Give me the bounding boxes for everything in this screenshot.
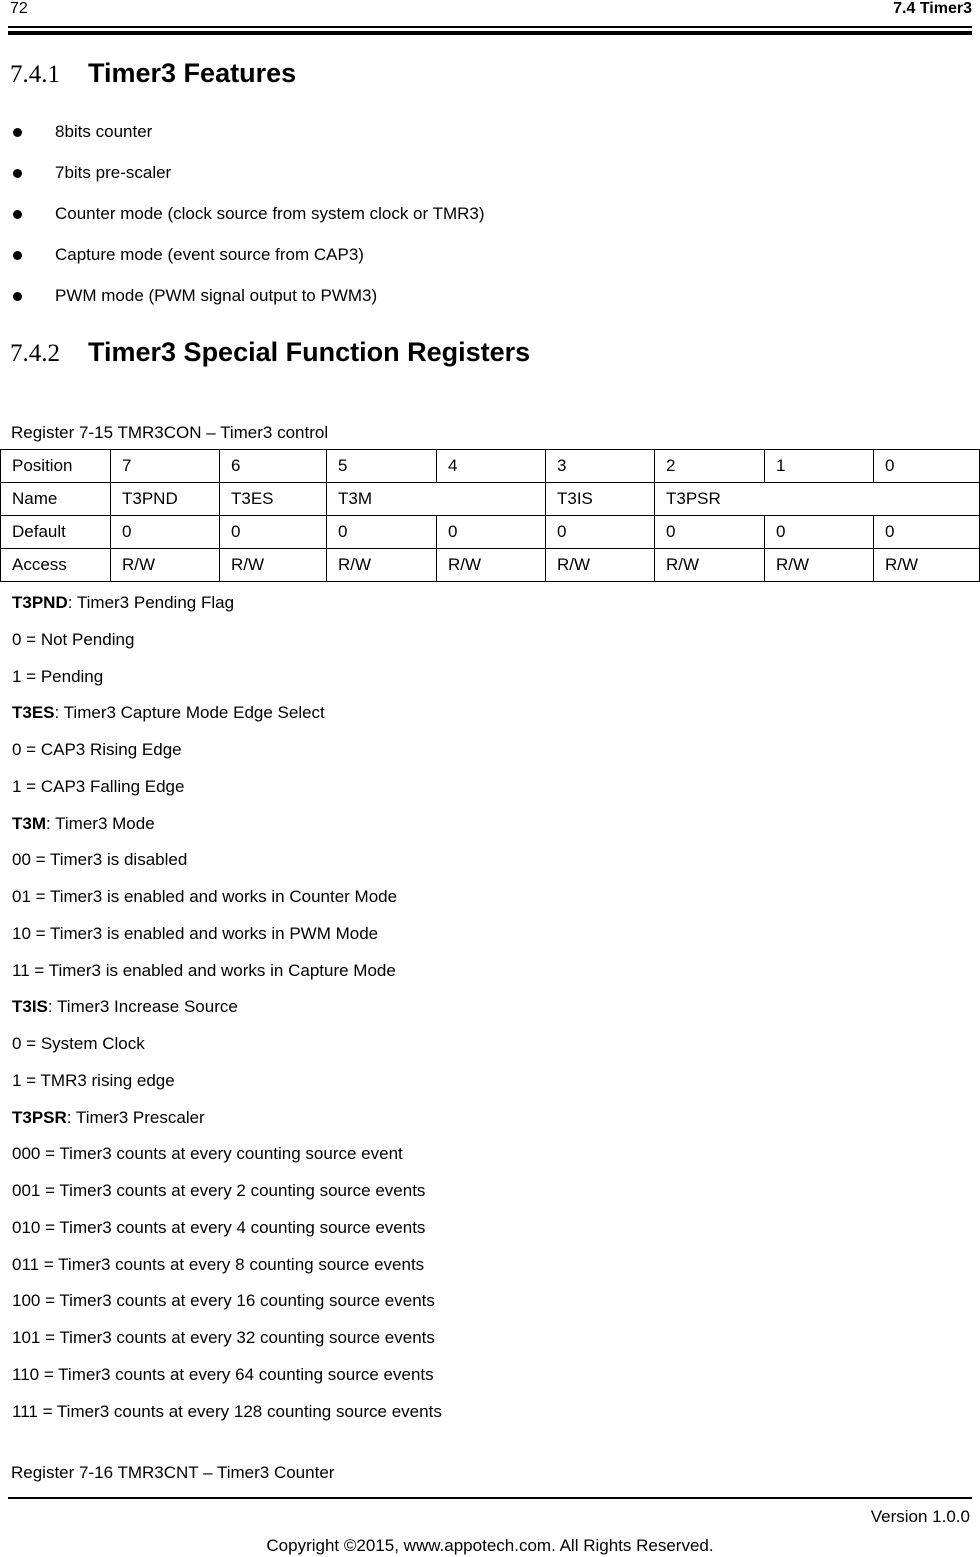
header-section-title: 7.4 Timer3 — [893, 0, 972, 17]
table-cell: T3IS — [546, 483, 655, 516]
table-cell: T3ES — [220, 483, 327, 516]
table-cell: R/W — [220, 549, 327, 582]
table-cell: 1 — [765, 450, 874, 483]
table-cell: R/W — [765, 549, 874, 582]
list-item: 7bits pre-scaler — [10, 157, 485, 198]
table-cell: R/W — [111, 549, 220, 582]
list-item: PWM mode (PWM signal output to PWM3) — [10, 280, 485, 321]
table-cell: 0 — [220, 516, 327, 549]
table-cell: 7 — [111, 450, 220, 483]
bullet-icon — [13, 128, 22, 137]
description-line: T3IS: Timer3 Increase Source — [12, 997, 238, 1017]
header-rule-thick — [8, 31, 972, 35]
table-cell: R/W — [327, 549, 437, 582]
table-cell: T3PND — [111, 483, 220, 516]
table-cell: T3M — [327, 483, 546, 516]
description-line: 0 = Not Pending — [12, 629, 135, 649]
table-cell: 0 — [874, 450, 980, 483]
description-line: 1 = TMR3 rising edge — [12, 1070, 175, 1090]
sfr-heading — [10, 337, 530, 368]
description-line: 010 = Timer3 counts at every 4 counting source events — [12, 1217, 426, 1237]
table-cell: Name — [1, 483, 111, 516]
table-row-position — [1, 450, 980, 483]
list-item: Counter mode (clock source from system clock or TMR3) — [10, 198, 485, 239]
list-item: Capture mode (event source from CAP3) — [10, 239, 485, 280]
table-row-default — [1, 516, 980, 549]
description-line: 11 = Timer3 is enabled and works in Capture Mode — [12, 960, 396, 980]
description-line: 101 = Timer3 counts at every 32 counting source events — [12, 1328, 435, 1347]
copyright-notice: Copyright ©2015, www.appotech.com. All Rights Reserved. — [266, 1536, 714, 1555]
table-row-access — [1, 549, 980, 582]
table-cell: 6 — [220, 450, 327, 483]
footer-rule — [8, 1497, 972, 1499]
description-line: 011 = Timer3 counts at every 8 counting source events — [12, 1254, 425, 1274]
description-line: 1 = CAP3 Falling Edge — [12, 776, 185, 796]
table-cell: T3PSR — [655, 483, 980, 516]
bullet-icon — [13, 292, 22, 301]
table-cell: 0 — [437, 516, 546, 549]
description-line: 110 = Timer3 counts at every 64 counting source events — [12, 1364, 434, 1384]
description-line: 0 = CAP3 Rising Edge — [12, 740, 182, 759]
bullet-icon — [13, 169, 22, 178]
table-cell: 3 — [546, 450, 655, 483]
bullet-icon — [13, 251, 22, 260]
table-cell: 0 — [874, 516, 980, 549]
list-item: 8bits counter — [10, 116, 485, 157]
table-cell: Access — [1, 549, 111, 582]
version-label: Version 1.0.0 — [870, 1507, 970, 1526]
table-cell: 0 — [546, 516, 655, 549]
field-name: T3PND — [12, 593, 68, 612]
description-line: 01 = Timer3 is enabled and works in Counter Mode — [12, 887, 398, 906]
field-name: T3ES — [12, 703, 55, 723]
table-cell: 0 — [111, 516, 220, 549]
features-list — [10, 116, 485, 321]
description-line: 100 = Timer3 counts at every 16 counting source events — [12, 1291, 435, 1311]
description-line: 1 = Pending — [12, 666, 104, 686]
sfr-heading-number: 7.4.2 — [10, 340, 60, 367]
table-cell: 0 — [655, 516, 765, 549]
table-cell: R/W — [874, 549, 980, 582]
description-line: 000 = Timer3 counts at every counting source event — [12, 1144, 403, 1164]
next-register-caption: Register 7-16 TMR3CNT – Timer3 Counter — [11, 1463, 335, 1482]
table-cell: 2 — [655, 450, 765, 483]
table-cell: 0 — [765, 516, 874, 549]
table-cell: R/W — [437, 549, 546, 582]
table-cell: R/W — [655, 549, 765, 582]
table-cell: Default — [1, 516, 111, 549]
field-name: T3PSR — [12, 1107, 67, 1127]
description-line: T3M: Timer3 Mode — [12, 813, 155, 833]
table-cell: R/W — [546, 549, 655, 582]
description-line: 0 = System Clock — [12, 1034, 145, 1053]
description-line: 10 = Timer3 is enabled and works in PWM Mode — [12, 923, 379, 943]
table-cell: 0 — [327, 516, 437, 549]
table-cell: Position — [1, 450, 111, 483]
description-line: T3PSR: Timer3 Prescaler — [12, 1107, 205, 1127]
description-line: 111 = Timer3 counts at every 128 counting source events — [12, 1401, 442, 1421]
field-name: T3M — [12, 813, 46, 833]
table-cell: 5 — [327, 450, 437, 483]
header-rule-thin — [8, 26, 972, 28]
features-heading-number: 7.4.1 — [10, 61, 60, 88]
field-name: T3IS — [12, 997, 48, 1017]
description-line: 00 = Timer3 is disabled — [12, 850, 188, 870]
bullet-icon — [13, 210, 22, 219]
table-cell: 4 — [437, 450, 546, 483]
page-number: 72 — [10, 0, 28, 17]
description-line: 001 = Timer3 counts at every 2 counting source events — [12, 1181, 426, 1200]
description-line: T3ES: Timer3 Capture Mode Edge Select — [12, 703, 325, 723]
register-caption: Register 7-15 TMR3CON – Timer3 control — [11, 423, 329, 442]
features-heading — [10, 58, 296, 89]
register-table — [0, 449, 980, 582]
field-descriptions — [12, 588, 442, 1433]
sfr-heading-text: Timer3 Special Function Registers — [88, 337, 531, 367]
table-row-name — [1, 483, 980, 516]
features-heading-text: Timer3 Features — [88, 58, 297, 88]
description-line: T3PND: Timer3 Pending Flag — [12, 593, 235, 612]
